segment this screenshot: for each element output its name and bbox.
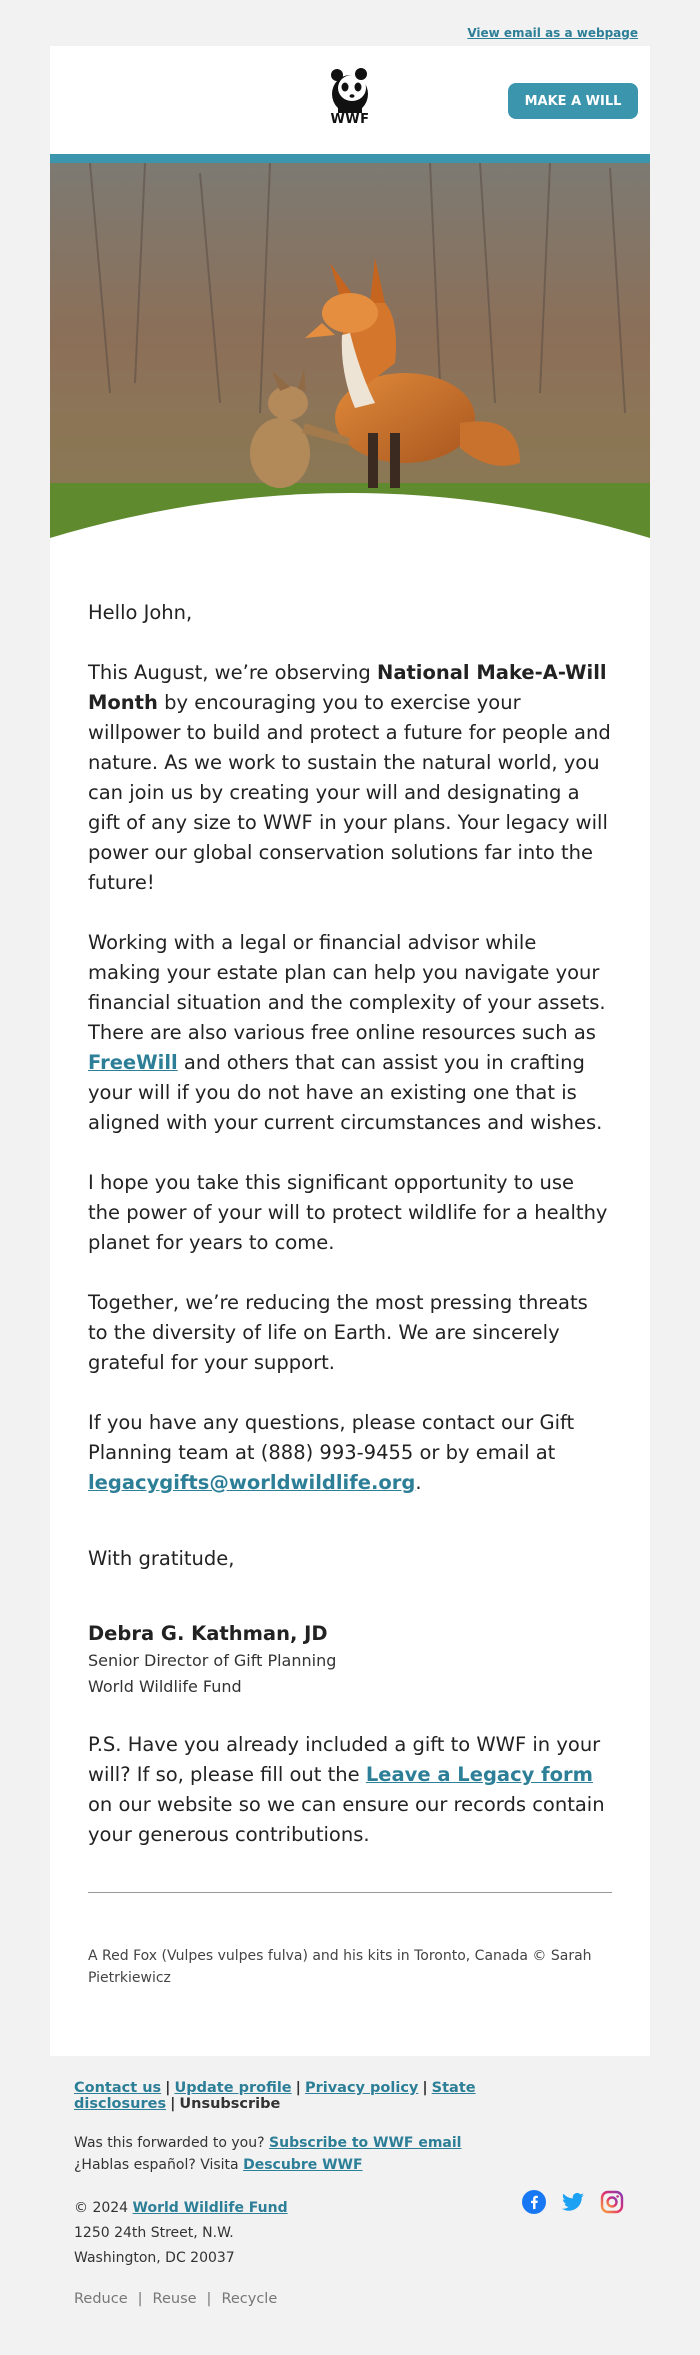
logo-text: WWF <box>330 112 370 127</box>
paragraph-2: Working with a legal or financial advisor while making your estate plan can help you navigate your financial situation and the complexity of your assets. There are also various free online resources such as FreeWill and others that can assist you in crafting your will if you do not have an existing one that is aligned with your current circumstances and wishes. <box>88 931 606 1134</box>
accent-bar <box>50 154 650 163</box>
footer-links: Contact us | Update profile | Privacy policy | State disclosures | Unsubscribe <box>74 2080 476 2112</box>
signature-title: Senior Director of Gift Planning <box>88 1651 337 1670</box>
wwf-logo[interactable] <box>323 68 377 134</box>
reduce-reuse-recycle: Reduce | Reuse | Recycle <box>74 2291 278 2307</box>
make-a-will-button[interactable]: MAKE A WILL <box>508 83 638 119</box>
state-disclosures-link[interactable]: State disclosures <box>74 2080 476 2112</box>
update-profile-link[interactable]: Update profile <box>174 2080 292 2096</box>
email-link[interactable]: legacygifts@worldwildlife.org <box>88 1471 416 1494</box>
twitter-icon[interactable] <box>560 2190 586 2214</box>
paragraph-3: I hope you take this significant opportunity to use the power of your will to protect wildlife for a healthy planet for years to come. <box>88 1171 608 1254</box>
greeting: Hello John, <box>88 601 193 624</box>
closing: With gratitude, <box>88 1547 235 1570</box>
social-icons <box>522 2190 624 2214</box>
signature-org: World Wildlife Fund <box>88 1677 242 1696</box>
descubre-wwf-link[interactable]: Descubre WWF <box>243 2157 363 2173</box>
contact-us-link[interactable]: Contact us <box>74 2080 162 2096</box>
topbar <box>0 0 700 46</box>
paragraph-5: If you have any questions, please contact our Gift Planning team at (888) 993-9455 or by email at legacygifts@worldwildlife.org. <box>88 1411 575 1494</box>
email-header <box>50 46 650 154</box>
email-body <box>50 568 650 1850</box>
instagram-icon[interactable] <box>600 2190 624 2214</box>
leave-a-legacy-link[interactable]: Leave a Legacy form <box>365 1763 593 1786</box>
signature-name: Debra G. Kathman, JD <box>88 1622 328 1645</box>
photo-caption: A Red Fox (Vulpes vulpes fulva) and his kits in Toronto, Canada © Sarah Pietrkiewicz <box>88 1948 592 1986</box>
email-card <box>50 46 650 2056</box>
subscribe-link[interactable]: Subscribe to WWF email <box>269 2135 462 2151</box>
unsubscribe-link[interactable]: Unsubscribe <box>179 2096 281 2112</box>
panda-icon <box>328 68 372 114</box>
postscript: P.S. Have you already included a gift to WWF in your will? If so, please fill out the Leave a Legacy form on our website so we can ensure our records contain your generous contributions. <box>88 1733 605 1846</box>
make-a-will-month: National Make-A-Will Month <box>88 661 607 714</box>
footer <box>74 2080 634 2307</box>
paragraph-1: This August, we’re observing National Make-A-Will Month by encouraging you to exercise your willpower to build and protect a future for people and nature. As we work to sustain the natural world, you can join us by creating your will and designating a gift of any size to WWF in your plans. Your legacy will power our global conservation solutions far into the future! <box>88 661 611 894</box>
address-block: © 2024 World Wildlife Fund 1250 24th Street, N.W. Washington, DC 20037 <box>74 2200 288 2266</box>
paragraph-4: Together, we’re reducing the most pressing threats to the diversity of life on Earth. We are sincerely grateful for your support. <box>88 1291 588 1374</box>
facebook-icon[interactable] <box>522 2190 546 2214</box>
hero-image-fox <box>50 163 650 568</box>
freewill-link[interactable]: FreeWill <box>88 1051 178 1074</box>
view-as-webpage-link[interactable]: View email as a webpage <box>467 26 638 40</box>
wwf-link[interactable]: World Wildlife Fund <box>132 2200 288 2216</box>
privacy-policy-link[interactable]: Privacy policy <box>304 2080 419 2096</box>
forwarded-block: Was this forwarded to you? Subscribe to WWF email ¿Hablas español? Visita Descubre WWF <box>74 2135 462 2173</box>
